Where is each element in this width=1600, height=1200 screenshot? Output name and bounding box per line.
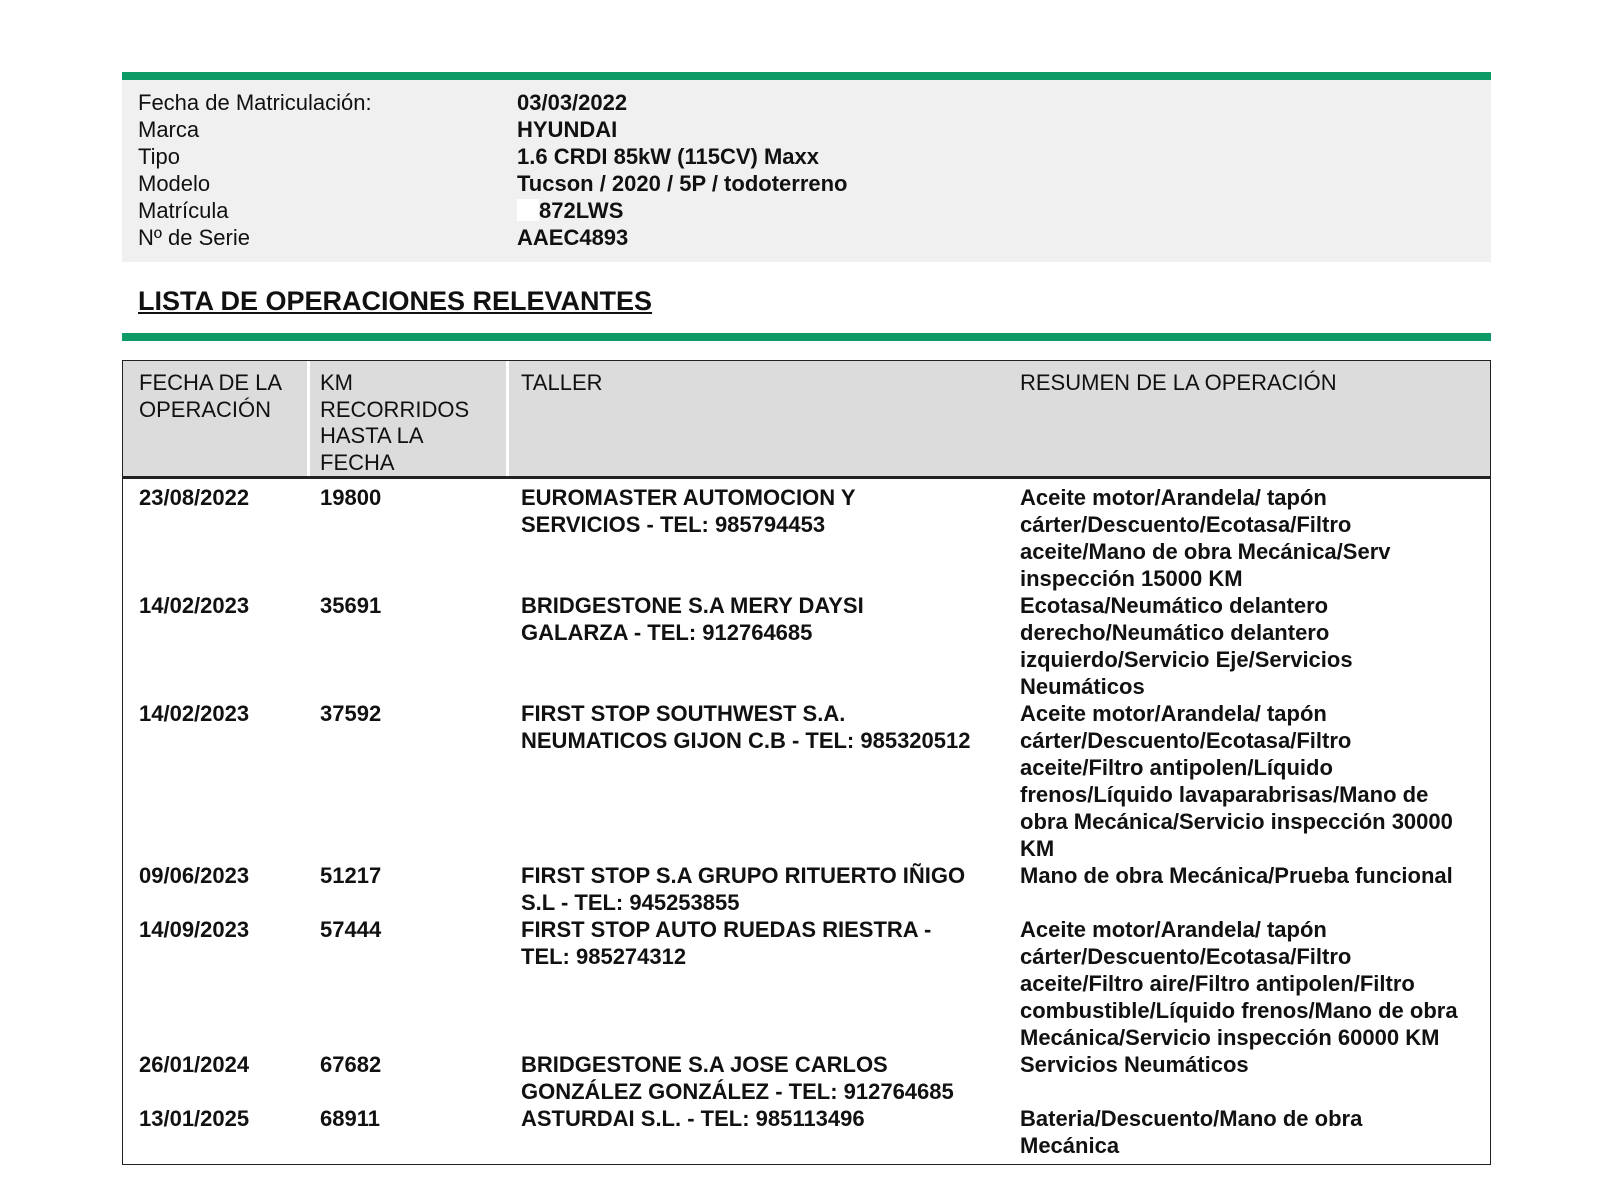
brand-value: HYUNDAI [517,117,618,142]
row-shop-line: GONZÁLEZ GONZÁLEZ - TEL: 912764685 [521,1079,954,1104]
plate-redaction-mask [517,199,539,221]
vehicle-row-plate [138,197,1478,224]
header-date [139,370,282,423]
row-summary [1020,1051,1480,1078]
header-shop-line: TALLER [521,370,603,395]
row-shop-line: FIRST STOP S.A GRUPO RITUERTO IÑIGO [521,863,966,888]
row-shop-line: ASTURDAI S.L. - TEL: 985113496 [521,1106,865,1131]
row-summary [1020,592,1480,700]
registration-date-label: Fecha de Matriculación: [138,90,372,115]
header-column-gap [307,361,310,476]
row-shop-line: SERVICIOS - TEL: 985794453 [521,512,826,537]
row-summary-line: izquierdo/Servicio Eje/Servicios [1020,647,1353,672]
row-summary-line: Aceite motor/Arandela/ tapón [1020,701,1327,726]
row-shop-line: TEL: 985274312 [521,944,687,969]
top-green-rule [122,72,1491,80]
registration-date-value: 03/03/2022 [517,90,628,115]
row-date: 14/02/2023 [139,593,250,618]
table-header [123,361,1490,479]
model-value: Tucson / 2020 / 5P / todoterreno [517,171,848,196]
row-shop [521,484,1011,538]
model-label: Modelo [138,171,211,196]
row-date: 09/06/2023 [139,863,250,888]
row-date: 23/08/2022 [139,485,250,510]
header-km-line: FECHA [320,449,395,475]
row-summary [1020,916,1480,1051]
row-shop-line: BRIDGESTONE S.A MERY DAYSI [521,593,864,618]
row-summary [1020,862,1480,889]
plate-value-wrapper [517,197,623,224]
row-date: 26/01/2024 [139,1052,250,1077]
row-shop [521,700,1011,754]
row-shop [521,862,1011,916]
row-summary-line: Aceite motor/Arandela/ tapón [1020,485,1327,510]
header-km-line: HASTA LA [320,423,424,448]
serial-label: Nº de Serie [138,225,250,250]
row-summary-line: Aceite motor/Arandela/ tapón [1020,917,1327,942]
row-summary-line: Mano de obra Mecánica/Prueba funcional [1020,863,1453,888]
row-km: 37592 [320,701,382,726]
plate-value: 872LWS [539,198,624,223]
row-summary-line: aceite/Filtro aire/Filtro antipolen/Filtro [1020,971,1415,996]
row-summary [1020,1105,1480,1159]
row-km: 67682 [320,1052,382,1077]
header-date-line: FECHA DE LA [139,370,283,395]
section-green-rule [122,333,1491,341]
type-value: 1.6 CRDI 85kW (115CV) Maxx [517,144,820,169]
row-shop [521,1051,1011,1105]
row-summary-line: inspección 15000 KM [1020,566,1243,591]
row-km: 51217 [320,863,382,888]
row-summary-line: Bateria/Descuento/Mano de obra [1020,1106,1363,1131]
row-summary-line: KM [1020,836,1055,861]
row-summary-line: combustible/Líquido frenos/Mano de obra [1020,998,1458,1023]
serial-value: AAEC4893 [517,225,629,250]
row-summary-line: frenos/Líquido lavaparabrisas/Mano de [1020,782,1429,807]
row-summary-line: Neumáticos [1020,674,1145,699]
vehicle-row-model [138,170,1478,197]
header-summary [1020,370,1337,397]
row-km: 57444 [320,917,382,942]
row-summary [1020,700,1480,862]
row-shop-line: FIRST STOP AUTO RUEDAS RIESTRA - [521,917,932,942]
header-shop [521,370,603,397]
row-shop-line: BRIDGESTONE S.A JOSE CARLOS [521,1052,888,1077]
row-shop [521,1105,1011,1132]
header-date-line: OPERACIÓN [139,396,272,422]
header-km-line: KM [320,370,353,395]
row-summary-line: derecho/Neumático delantero [1020,620,1330,645]
row-shop-line: GALARZA - TEL: 912764685 [521,620,813,645]
row-summary-line: cárter/Descuento/Ecotasa/Filtro [1020,728,1352,753]
row-summary [1020,484,1480,592]
type-label: Tipo [138,144,180,169]
row-km: 35691 [320,593,382,618]
row-summary-line: Mecánica [1020,1133,1120,1158]
header-summary-line: RESUMEN DE LA OPERACIÓN [1020,370,1337,395]
row-km: 19800 [320,485,382,510]
vehicle-row-type [138,143,1478,170]
row-shop-line: NEUMATICOS GIJON C.B - TEL: 985320512 [521,728,971,753]
header-column-gap [506,361,509,476]
row-shop [521,916,1011,970]
header-km [320,370,469,476]
vehicle-details-panel [122,80,1491,262]
row-date: 14/09/2023 [139,917,250,942]
row-summary-line: cárter/Descuento/Ecotasa/Filtro [1020,944,1352,969]
row-date: 14/02/2023 [139,701,250,726]
brand-label: Marca [138,117,200,142]
vehicle-row-brand [138,116,1478,143]
row-shop [521,592,1011,646]
row-shop-line: S.L - TEL: 945253855 [521,890,740,915]
row-summary-line: obra Mecánica/Servicio inspección 30000 [1020,809,1453,834]
row-shop-line: EUROMASTER AUTOMOCION Y [521,485,856,510]
row-summary-line: cárter/Descuento/Ecotasa/Filtro [1020,512,1352,537]
row-summary-line: Ecotasa/Neumático delantero [1020,593,1329,618]
row-summary-line: aceite/Filtro antipolen/Líquido [1020,755,1333,780]
row-km: 68911 [320,1106,380,1131]
section-title: LISTA DE OPERACIONES RELEVANTES [138,286,653,316]
row-summary-line: Servicios Neumáticos [1020,1052,1249,1077]
row-summary-line: aceite/Mano de obra Mecánica/Serv [1020,539,1391,564]
row-date: 13/01/2025 [139,1106,250,1131]
header-km-line: RECORRIDOS [320,396,470,422]
row-shop-line: FIRST STOP SOUTHWEST S.A. [521,701,846,726]
operations-table [122,360,1491,1165]
vehicle-row-serial [138,224,1478,251]
vehicle-row-registration-date [138,89,1478,116]
plate-label: Matrícula [138,198,229,223]
row-summary-line: Mecánica/Servicio inspección 60000 KM [1020,1025,1440,1050]
